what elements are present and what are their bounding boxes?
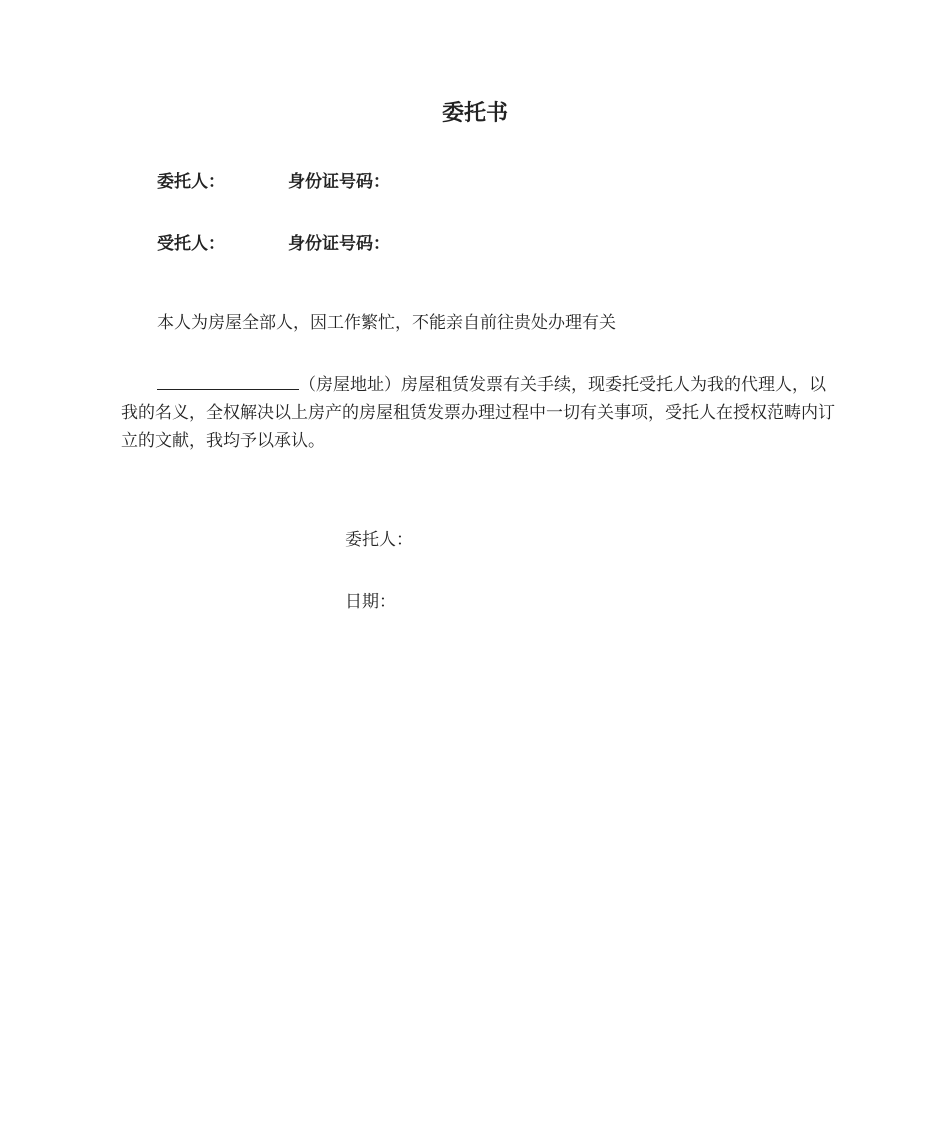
date-label: 日期： [345,592,396,612]
principal-id-label: 身份证号码： [288,172,390,192]
address-blank-line [157,371,299,390]
agent-id-label: 身份证号码： [288,234,390,254]
authorization-paragraph-1: 本人为房屋全部人，因工作繁忙，不能亲自前往贵处办理有关 [157,313,616,333]
signature-label: 委托人： [345,530,413,550]
authorization-paragraph-2-text: （房屋地址）房屋租赁发票有关手续，现委托受托人为我的代理人，以我的名义，全权解决以上房产的房屋租赁发票办理过程中一切有关事项，受托人在授权范畴内订立的文献，我均予以承认。 [121,375,835,451]
principal-label: 委托人： [157,172,225,192]
authorization-paragraph-2 [121,371,841,455]
agent-label: 受托人： [157,234,225,254]
document-title: 委托书 [441,101,508,126]
